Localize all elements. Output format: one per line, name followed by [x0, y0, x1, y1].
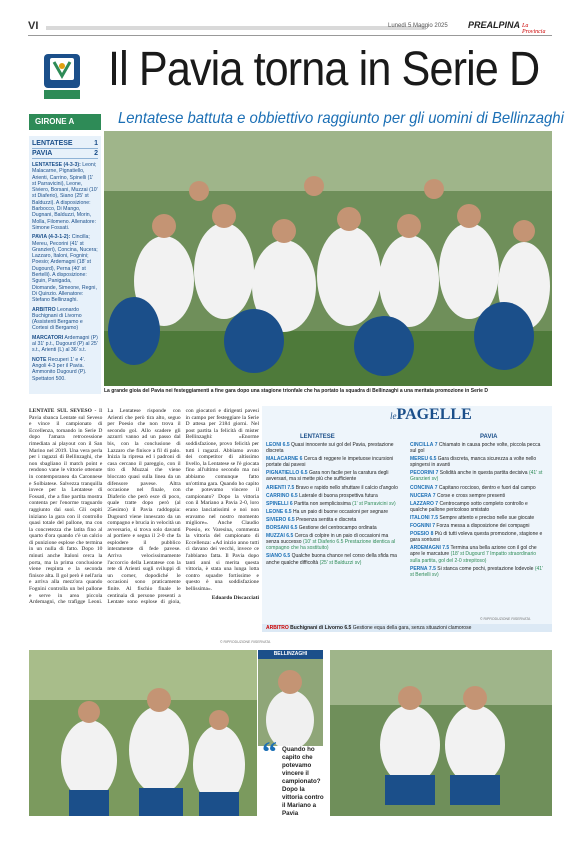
- header-brand: PREALPINA: [468, 20, 521, 30]
- rating-item: NUCERA 7 Corse e cross sempre presenti: [410, 492, 506, 499]
- rating-item: LEONI 6.5 Quasi innocente sui gol del Pavia, prestazione discreta: [266, 442, 394, 455]
- article-dateline: LENTATE SUL SEVESO: [29, 408, 92, 414]
- ratings-home-head: LENTATESE: [300, 434, 335, 440]
- rating-item: SPINELLI 6 Partita non semplicissima (1' st Parravicini sv): [266, 500, 396, 507]
- score-row: [32, 139, 98, 149]
- ratings-home-list: [266, 442, 402, 568]
- notes-info: NOTE Recuperi 1' e 4'. Angoli 4-3 per il Pavia. Ammonito Dugourd (P). Spettatori 500.: [32, 356, 87, 382]
- rating-item: SIVIERO 6.5 Presenza sentita e discreta: [266, 516, 357, 523]
- rating-item: FOGNINI 7 Forza messa a disposizione dei compagni: [410, 523, 530, 530]
- subheadline: Lentatese battuta e obbiettivo raggiunto per gli uomini di Bellinzaghi: [118, 110, 564, 127]
- score-row: [32, 149, 98, 159]
- ratings-away-list: [410, 442, 546, 580]
- quote-mark-icon: “: [262, 736, 277, 769]
- referee-info: ARBITRO Leonardo Buchignani di Livorno (Assistenti Bergamo e Cortesi di Bergamo): [32, 306, 83, 332]
- players-hug-photo: [330, 650, 552, 816]
- score-goals: 2: [94, 150, 98, 157]
- article-body: [29, 408, 259, 648]
- rating-item: PERNA 7.5 Si stanca come pochi, prestazione lodevole (41' st Bertelli sv): [410, 565, 543, 578]
- article-text: - Il Pavia sbanca Lentate sul Seveso e vince il campionato di Eccellenza, tornando in Serie D dopo l'amara retrocessione rimediata ai playout con il San Marino nel 2019. Una vera perla per i ragazzi di Bellinzaghi, che non sbagliano il match point e rendono vane le vittorie ottenute in contemporanea da Caronnese e Solbiatese. Salvezza tranquilla invece per la Lentatese di Fossati, che a fine partita mostra contenta per l'enorme traguardo raggiunto dai suoi. Gli ospiti iniziano la gara con il controllo quasi totale del pallone, ma con la concretezza che latita fino al quarto d'ora quando c'è un calcio di punizione esplose che termina in un nulla di fatto. Dopo 10 minuti anche Italoni cerca la porta, ma la prima conclusione viene respinta e la seconda finisce alta. Il gol però è nell'aria e arriva alla mezz'ora quando Fognini controlla un bel pallone e serve in area piccola Ardemagni, che trafigge Leoni. La Lentatese risponde con Arienti che però tira alto, seguo per Poesio che non trova il secondo gol. Allo scadere gli azzurri vanno ad un passo dal bis, con la conclusione di Lazzaro che finisce a fil di palo. Inizia la ripresa ed i padroni di casa cercano il pareggio, con il tiro di Muzzai che viene bloccato quasi sulla linea da un difensore pavese. Altra occasione nel finale, con Diaferio che però esce di poco, quale tratte dopo però (al 25esimo) il Pavia raddoppia: Dugourd viene innescato da un compagno e brucia in velocità un avversario, si trova solo davanti al portiere e segna il 2-0 che fa esplodere il pubblico interamente di fede pavese. Arriva velocissimamente l'accorcio della Lentatese con la rete di Arienti sugli sviluppi di un corner, dopodiché le occasioni sono praticamente finite. Al fischio finale le centinaia di persone presenti a Lentate sono esplose di gioia, con giocatori e dirigenti pavesi in campo per festeggiare la Serie D attesa per 2184 giorni. Nel post partita la felicità di mister Bellinzaghi: «Enorme soddisfazione, provo felicità per tutti i ragazzi. Abbiamo avuto dei competitor di altissimo livello, la Lentatese se l'è giocata fino all'ultimo secondo ma noi abbiamo comunque fatto un'ottima gara. Quando ho capito che potevamo vincere il campionato? Dopo la vittoria con il Mariano a Pavia 2-0, loro erano lanciatissimi e noi non eravamo nel nostro momento migliore». Anche Claudio Poesio, ex Varesina, commenta la vittoria del campionato di Eccellenza: «Ad inizio anno tutti ci davano dei vecchi, invece ce l'abbiamo fatta. Il Pavia dopo tanti anni si merita questa vittoria, è stata una lunga lotta contro squadre fortissime e questo è una soddisfazione bellissima».: [29, 408, 259, 606]
- rating-item: BORSANI 6.5 Gestione del centrocampo ordinata: [266, 525, 377, 532]
- score-team: PAVIA: [32, 150, 53, 157]
- rating-item: MALACARNE 6 Cerca di reggere le impetuose incursioni portate dai pavesi: [266, 456, 394, 469]
- rating-item: ARDEMAGNI 7.5 Termina una bella azione con il gol che apre le marcature (18' st Dugourd 7 Impatto straordinario sulla partita, gol del 2-0 strepitoso): [410, 545, 537, 564]
- rating-item: CONCINA 7 Capitano roccioso, dentro e fuori dal campo: [410, 484, 536, 491]
- rating-item: POESIO 8 Più di tutti voleva questa promozione, stagione e gara sontuosi: [410, 531, 543, 544]
- pull-quote: Quando ho capito che potevamo vincere il campionato? Dopo la vittoria contro il Mariano a Pavia: [282, 746, 324, 817]
- lineup-pavia: PAVIA (4-3-1-2): Cincilla; Mereu, Pecorini (41' st Granzieri), Concina, Nucera; Lazzaro, Italoni, Fognini; Poesio; Ardemagni (18' st Dugourd), Perna (40' st Bertelli). A disposizione: Sguin, Panigada, Diomande, Simeone, Regni, Di Quinzio. Allenatore: Stefano Bellinzaghi.: [32, 234, 98, 304]
- lineup-lentatese: LENTATESE (4-3-3): Leoni; Malacarne, Pignatiello, Arienti, Carrino, Spinelli (1' st Parravicini), Leone, Siviero, Borsani, Muzzai (10' st Diaferio), Siano (25' st Balduzzi). A disposizione: Barbocco, Di Mango, Dugnani, Balduzzi, Morin, Molla, Filomeno. Allenatore: Simone Fossati.: [32, 162, 98, 231]
- header-date: Lunedì 5 Maggio 2025: [388, 23, 448, 29]
- header-rule: [46, 26, 426, 30]
- players-lifting-photo: [29, 650, 257, 816]
- rating-item: ITALONI 7.5 Sempre attento e preciso nelle sue giocate: [410, 514, 535, 521]
- team-celebration-photo: [104, 131, 552, 386]
- photo-caption: La grande gioia del Pavia nei festeggiamenti a fine gara dopo una stagione trionfale che ha portato la squadra di Bellinzaghi a una meritata promozione in Serie D: [104, 388, 488, 394]
- rating-item: MUZZAI 6.5 Cerca di colpire in un paio di occasioni ma senza successo (10' st Diaferio 6.5 Prestazione identica al compagno che ha sostituito): [266, 533, 396, 552]
- coach-name-tag: BELLINZAGHI: [258, 650, 323, 659]
- match-sheet-sidebar: [29, 136, 101, 394]
- header-brand-suffix: La Provincia: [522, 23, 546, 35]
- rating-item: CARRINO 6.5 Laterale di buona prospettiva futura: [266, 492, 378, 499]
- score-goals: 1: [94, 140, 98, 147]
- page-number: VI: [28, 20, 39, 32]
- girone-badge: GIRONE A: [29, 114, 101, 130]
- page-header: [28, 18, 552, 36]
- ratings-referee: ARBITRO Buchignani di Livorno 6.5 Gestione equa della gara, senza situazioni clamorose: [262, 624, 552, 632]
- score-team: LENTATESE: [32, 140, 73, 147]
- rating-item: CINCILLA 7 Chiamato in causa poche volte, piccola pecca sul gol: [410, 442, 541, 455]
- rating-item: SIANO 6.5 Qualche buona chance nel corso della sfida ma anche qualche difficoltà (25' st Balduzzi sv): [266, 553, 397, 566]
- rating-item: PIGNATIELLO 6.5 Gara non facile per la caratura degli avversari, ma si mette più che sufficiente: [266, 470, 389, 483]
- rating-item: ARIENTI 7.5 Bravo e rapido nello sfruttare il calcio d'angolo: [266, 484, 398, 491]
- article-copyright: © RIPRODUZIONE RISERVATA: [220, 640, 271, 644]
- ratings-title: lePAGELLE: [390, 406, 472, 423]
- lnd-eccellenza-logo: [40, 52, 84, 104]
- rating-item: LEONE 6.5 Ha un paio di buone occasioni per segnare: [266, 508, 389, 515]
- ratings-away-head: PAVIA: [480, 434, 498, 440]
- scorers-info: MARCATORI Ardemagni (P) al 31' p.t., Dugourd (P) al 25' s.t., Arienti (L) al 36' s.t.: [32, 334, 98, 354]
- ratings-copyright: © RIPRODUZIONE RISERVATA: [480, 617, 531, 621]
- rating-item: LAZZARO 7 Centrocampo sotto completo controllo e qualche pallone pericoloso smistato: [410, 500, 528, 513]
- rating-item: PECORINI 7 Solidità anche in questa partita decisiva (41' st Granzieri sv): [410, 470, 543, 483]
- headline: Il Pavia torna in Serie D: [108, 43, 540, 96]
- rating-item: MEREU 6.5 Gara discreta, manca sicurezza a volte nello spingersi in avanti: [410, 456, 537, 469]
- article-author: Edoardo Discacciati: [211, 594, 259, 601]
